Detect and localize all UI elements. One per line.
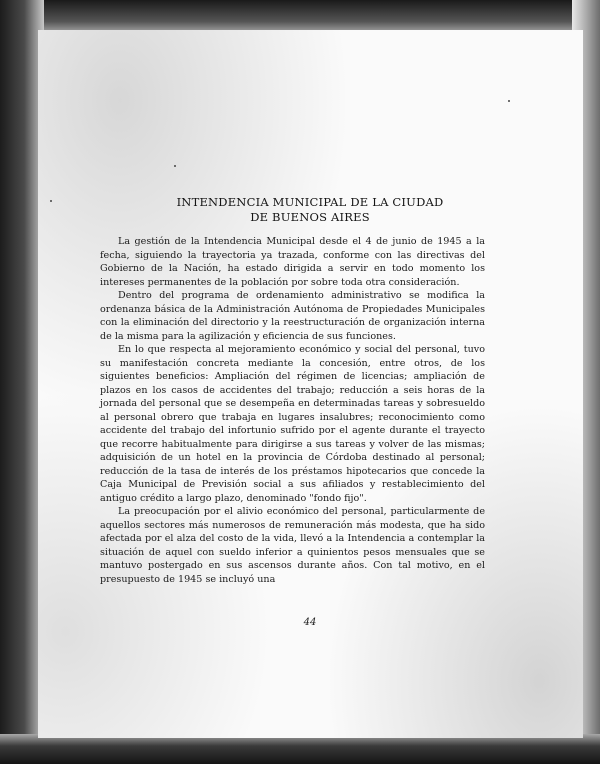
scan-speck [174,165,176,167]
page-number: 44 [303,617,317,628]
scan-speck [50,200,52,202]
document-title [150,195,470,225]
paragraph-2: Dentro del programa de ordenamiento administrativo se modifica la ordenanza básica de la Administración Autónoma de Propiedades Municipales con la eliminación del directorio y la reestructuración de organización interna de la misma para la agilización y eficiencia de sus funciones. [100,290,485,342]
title-line-2: DE BUENOS AIRES [250,210,370,224]
paragraph-3: En lo que respecta al mejoramiento económico y social del personal, tuvo su manifestación concreta mediante la concesión, entre otros, de los siguientes beneficios: Ampliación del régimen de licencias; ampliación de plazos en los casos de accidentes del trabajo; reducción a seis horas de la jornada del personal que se desempeña en determinadas tareas y sobresueldo al personal obrero que trabaja en lugares insalubres; reconocimiento como accidente del trabajo del infortunio sufrido por el agente durante el trayecto que recorre habitualmente para dirigirse a sus tareas y volver de las mismas; adquisición de un hotel en la provincia de Córdoba destinado al personal; reducción de la tasa de interés de los préstamos hipotecarios que concede la Caja Municipal de Previsión social a sus afiliados y restablecimiento del antiguo crédito a largo plazo, denominado "fondo fijo". [100,344,485,504]
scan-border-bottom [0,734,600,764]
scan-speck [508,100,510,102]
paragraph-1: La gestión de la Intendencia Municipal desde el 4 de junio de 1945 a la fecha, siguiendo la trayectoria ya trazada, conforme con las directivas del Gobierno de la Nación, ha estado dirigida a servir en todo momento los intereses permanentes de la población por sobre toda otra consideración. [100,236,485,288]
title-line-1: INTENDENCIA MUNICIPAL DE LA CIUDAD [176,195,444,209]
paragraph-4: La preocupación por el alivio económico del personal, particularmente de aquellos sectores más numerosos de remuneración más modesta, que ha sido afectada por el alza del costo de la vida, llevó a la Intendencia a contemplar la situación de aquel con sueldo inferior a quinientos pesos mensuales que se mantuvo postergado en sus ascensos durante años. Con tal motivo, en el presupuesto de 1945 se incluyó una [100,506,485,585]
document-body [100,235,485,586]
